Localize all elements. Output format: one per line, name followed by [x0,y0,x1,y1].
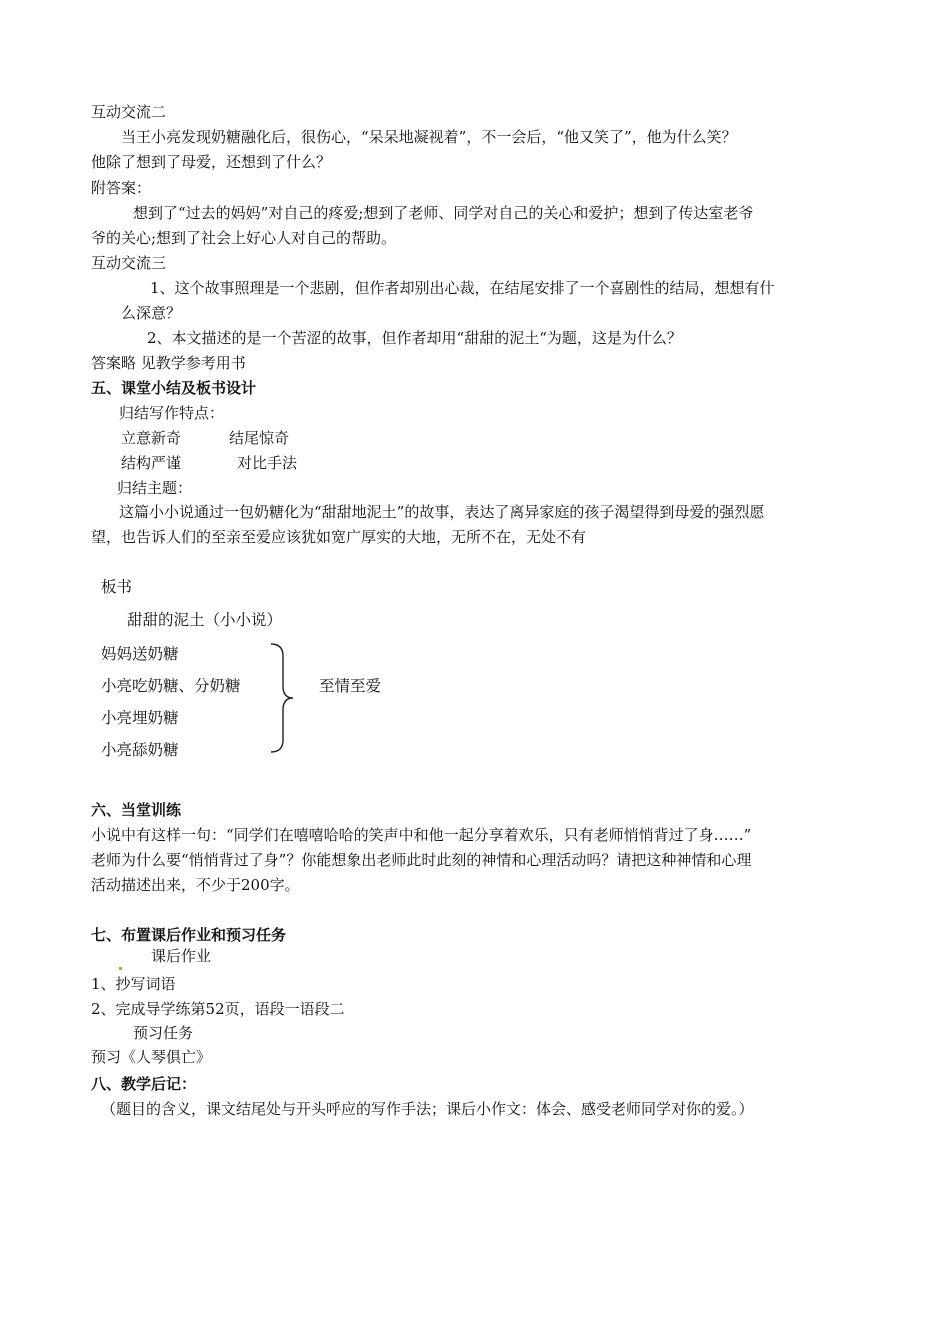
theme-label: 归结主题： [117,479,193,497]
section3-question2: 2、本文描述的是一个苦涩的故事，但作者却用“甜甜的泥土“为题，这是为什么？ [147,329,682,347]
board-item-1: 妈妈送奶糖 [101,645,179,663]
section2-answer-line2: 爷的关心;想到了社会上好心人对自己的帮助。 [91,229,397,247]
feature-1: 立意新奇 [121,429,182,447]
board-item-2: 小亮吃奶糖、分奶糖 [101,677,241,695]
features-label: 归结写作特点： [119,404,225,422]
theme-line1: 这篇小小说通过一包奶糖化为“甜甜地泥土”的故事，表达了离异家庭的孩子渴望得到母爱的强烈愿 [119,503,765,521]
feature-4: 对比手法 [237,454,298,472]
homework-label: 课后作业 [151,947,212,965]
curly-brace-icon [265,642,295,754]
training-line3: 活动描述出来，不少于200字。 [91,876,300,894]
preview-label: 预习任务 [133,1024,194,1042]
section2-question-line1: 当王小亮发现奶糖融化后，很伤心，“呆呆地凝视着”，不一会后，“他又笑了”，他为什么笑？ [121,128,737,146]
section2-answer-line1: 想到了“过去的妈妈”对自己的疼爱;想到了老师、同学对自己的关心和爱护；想到了传达室老爷 [133,204,754,222]
section3-answer-note: 答案略 见教学参考用书 [91,354,246,372]
section2-question-line2: 他除了想到了母爱，还想到了什么？ [91,153,332,171]
board-label: 板书 [101,578,133,596]
board-conclusion: 至情至爱 [319,677,382,695]
reflection-heading: 八、教学后记： [91,1075,197,1093]
section3-question1-line2: 么深意？ [121,304,182,322]
training-line1: 小说中有这样一句：“同学们在嘻嘻哈哈的笑声中和他一起分享着欢乐，只有老师悄悄背过了身……” [91,826,752,844]
section2-title: 互动交流二 [91,103,167,121]
board-title: 甜甜的泥土（小小说） [127,611,283,629]
training-line2: 老师为什么要“悄悄背过了身”？你能想象出老师此时此刻的神情和心理活动吗？请把这种神情和心理 [91,851,752,869]
training-heading: 六、当堂训练 [91,801,182,819]
feature-2: 结尾惊奇 [229,429,290,447]
preview-item: 预习《人琴俱亡》 [91,1048,212,1066]
section3-question1-line1: 1、这个故事照理是一个悲剧，但作者却别出心裁，在结尾安排了一个喜剧性的结局，想想有什 [150,279,775,297]
homework-marker [118,946,123,970]
theme-line2: 望，也告诉人们的至亲至爱应该犹如宽广厚实的大地，无所不在，无处不有 [91,528,587,546]
homework-item-2: 2、完成导学练第52页，语段一语段二 [91,1000,345,1018]
summary-heading: 五、课堂小结及板书设计 [91,379,257,397]
section2-answer-label: 附答案： [91,179,152,197]
homework-heading: 七、布置课后作业和预习任务 [91,926,287,944]
reflection-text: （题目的含义，课文结尾处与开头呼应的写作手法；课后小作文：体会、感受老师同学对你的爱。） [101,1100,754,1118]
board-item-4: 小亮舔奶糖 [101,741,179,759]
homework-item-1: 1、抄写词语 [91,975,176,993]
board-item-3: 小亮埋奶糖 [101,709,179,727]
section3-title: 互动交流三 [91,254,167,272]
feature-3: 结构严谨 [121,454,182,472]
